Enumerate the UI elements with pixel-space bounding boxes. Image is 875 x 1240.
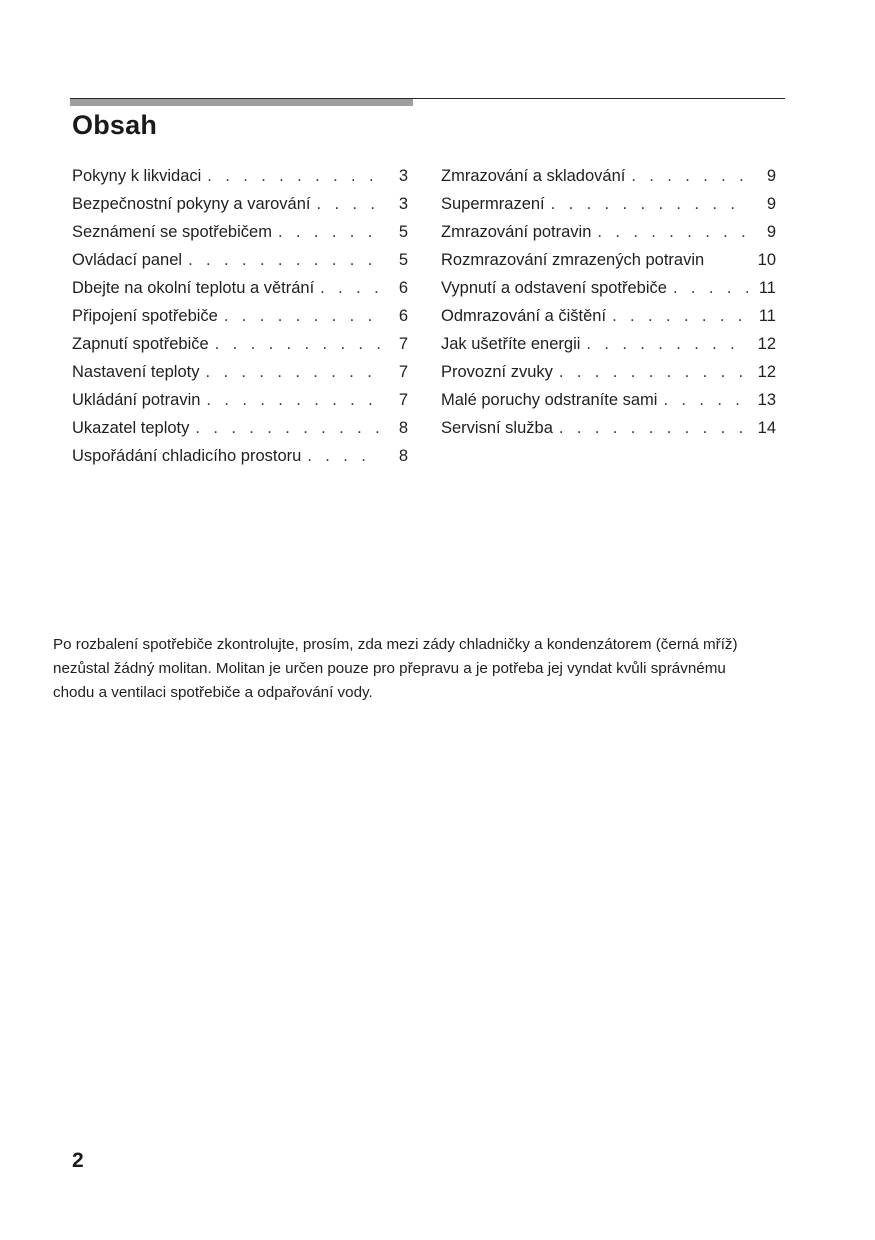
toc-entry[interactable] (441, 162, 776, 190)
notice-line: chodu a ventilaci spotřebiče a odpařování vody. (53, 684, 373, 701)
toc-entry-page: 6 (398, 307, 408, 325)
toc-leader-dots (673, 274, 748, 302)
toc-entry[interactable] (441, 386, 776, 414)
toc-entry[interactable] (441, 302, 776, 330)
toc-leader-dots (320, 274, 380, 302)
toc-entry-title: Servisní služba (441, 419, 553, 437)
toc-entry-title: Bezpečnostní pokyny a varování (72, 195, 311, 213)
toc-entry-title: Supermrazení (441, 195, 545, 213)
toc-entry[interactable] (72, 190, 408, 218)
toc-leader-dots (631, 162, 748, 190)
toc-leader-dots (586, 330, 748, 358)
unpacking-notice (53, 633, 823, 705)
toc-entry[interactable] (72, 330, 408, 358)
toc-leader-dots (612, 302, 748, 330)
toc-leader-dots (663, 386, 748, 414)
toc-leader-dots (307, 442, 380, 470)
toc-entry-title: Ukládání potravin (72, 391, 201, 409)
toc-entry-title: Nastavení teploty (72, 363, 200, 381)
toc-entry[interactable] (441, 358, 776, 386)
toc-leader-dots (207, 162, 380, 190)
toc-entry-title: Zapnutí spotřebiče (72, 335, 209, 353)
toc-leader-dots (551, 190, 748, 218)
toc-leader-dots (597, 218, 748, 246)
toc-entry[interactable] (72, 358, 408, 386)
toc-entry[interactable] (72, 386, 408, 414)
toc-leader-dots (278, 218, 380, 246)
toc-entry-page: 9 (766, 167, 776, 185)
toc-entry-title: Ukazatel teploty (72, 419, 190, 437)
toc-entry-title: Odmrazování a čištění (441, 307, 607, 325)
toc-leader-dots (316, 190, 380, 218)
toc-entry[interactable] (441, 414, 776, 442)
toc-entry-title: Provozní zvuky (441, 363, 553, 381)
toc-entry-page: 8 (398, 419, 408, 437)
toc-entry-title: Rozmrazování zmrazených potravin (441, 251, 705, 269)
toc-entry[interactable] (441, 246, 776, 274)
contents-heading: Obsah (72, 110, 158, 140)
toc-entry-page: 10 (757, 251, 776, 269)
toc-entry-page: 3 (398, 167, 408, 185)
toc-entry-page: 11 (758, 279, 776, 297)
toc-entry-page: 6 (398, 279, 408, 297)
toc-entry-page: 9 (766, 223, 776, 241)
toc-entry-page: 7 (398, 335, 408, 353)
toc-entry[interactable] (72, 246, 408, 274)
toc-entry-title: Zmrazování a skladování (441, 167, 626, 185)
toc-entry-title: Seznámení se spotřebičem (72, 223, 272, 241)
toc-entry-page: 13 (757, 391, 776, 409)
toc-entry-page: 12 (757, 335, 776, 353)
toc-entry-page: 12 (757, 363, 776, 381)
toc-entry[interactable] (72, 218, 408, 246)
toc-entry[interactable] (72, 414, 408, 442)
page-number: 2 (72, 1149, 84, 1172)
toc-entry[interactable] (441, 218, 776, 246)
toc-entry[interactable] (441, 330, 776, 358)
notice-line: Po rozbalení spotřebiče zkontrolujte, prosím, zda mezi zády chladničky a kondenzátorem (černá mříž) (53, 636, 738, 653)
toc-entry[interactable] (72, 274, 408, 302)
toc-leader-dots (188, 246, 380, 274)
toc-entry-title: Pokyny k likvidaci (72, 167, 202, 185)
toc-leader-dots (206, 386, 380, 414)
toc-entry-page: 5 (398, 223, 408, 241)
toc-entry[interactable] (72, 442, 408, 470)
toc-entry-page: 8 (398, 447, 408, 465)
toc-leader-dots (215, 330, 380, 358)
toc-entry-title: Vypnutí a odstavení spotřebiče (441, 279, 667, 297)
toc-leader-dots (195, 414, 380, 442)
toc-entry-page: 9 (766, 195, 776, 213)
toc-entry[interactable] (72, 302, 408, 330)
toc-entry-page: 11 (758, 307, 776, 325)
toc-entry-title: Ovládací panel (72, 251, 183, 269)
toc-entry-page: 14 (757, 419, 776, 437)
toc-entry-page: 7 (398, 391, 408, 409)
toc-entry-page: 5 (398, 251, 408, 269)
toc-entry[interactable] (72, 162, 408, 190)
toc-entry-title: Dbejte na okolní teplotu a větrání (72, 279, 315, 297)
toc-entry-title: Zmrazování potravin (441, 223, 592, 241)
toc-left-column (72, 162, 408, 470)
toc-entry-title: Jak ušetříte energii (441, 335, 581, 353)
toc-entry-title: Připojení spotřebiče (72, 307, 218, 325)
toc-right-column (441, 162, 776, 442)
toc-entry-page: 3 (398, 195, 408, 213)
toc-entry-title: Uspořádání chladicího prostoru (72, 447, 302, 465)
notice-line: nezůstal žádný molitan. Molitan je určen pouze pro přepravu a je potřeba jej vyndat kvůli správnému (53, 660, 726, 677)
header-accent-bar (70, 99, 413, 106)
toc-entry[interactable] (441, 274, 776, 302)
toc-leader-dots (206, 358, 381, 386)
toc-entry[interactable] (441, 190, 776, 218)
toc-entry-title: Malé poruchy odstraníte sami (441, 391, 658, 409)
toc-leader-dots (559, 414, 748, 442)
toc-entry-page: 7 (398, 363, 408, 381)
toc-leader-dots (559, 358, 748, 386)
toc-leader-dots (224, 302, 380, 330)
